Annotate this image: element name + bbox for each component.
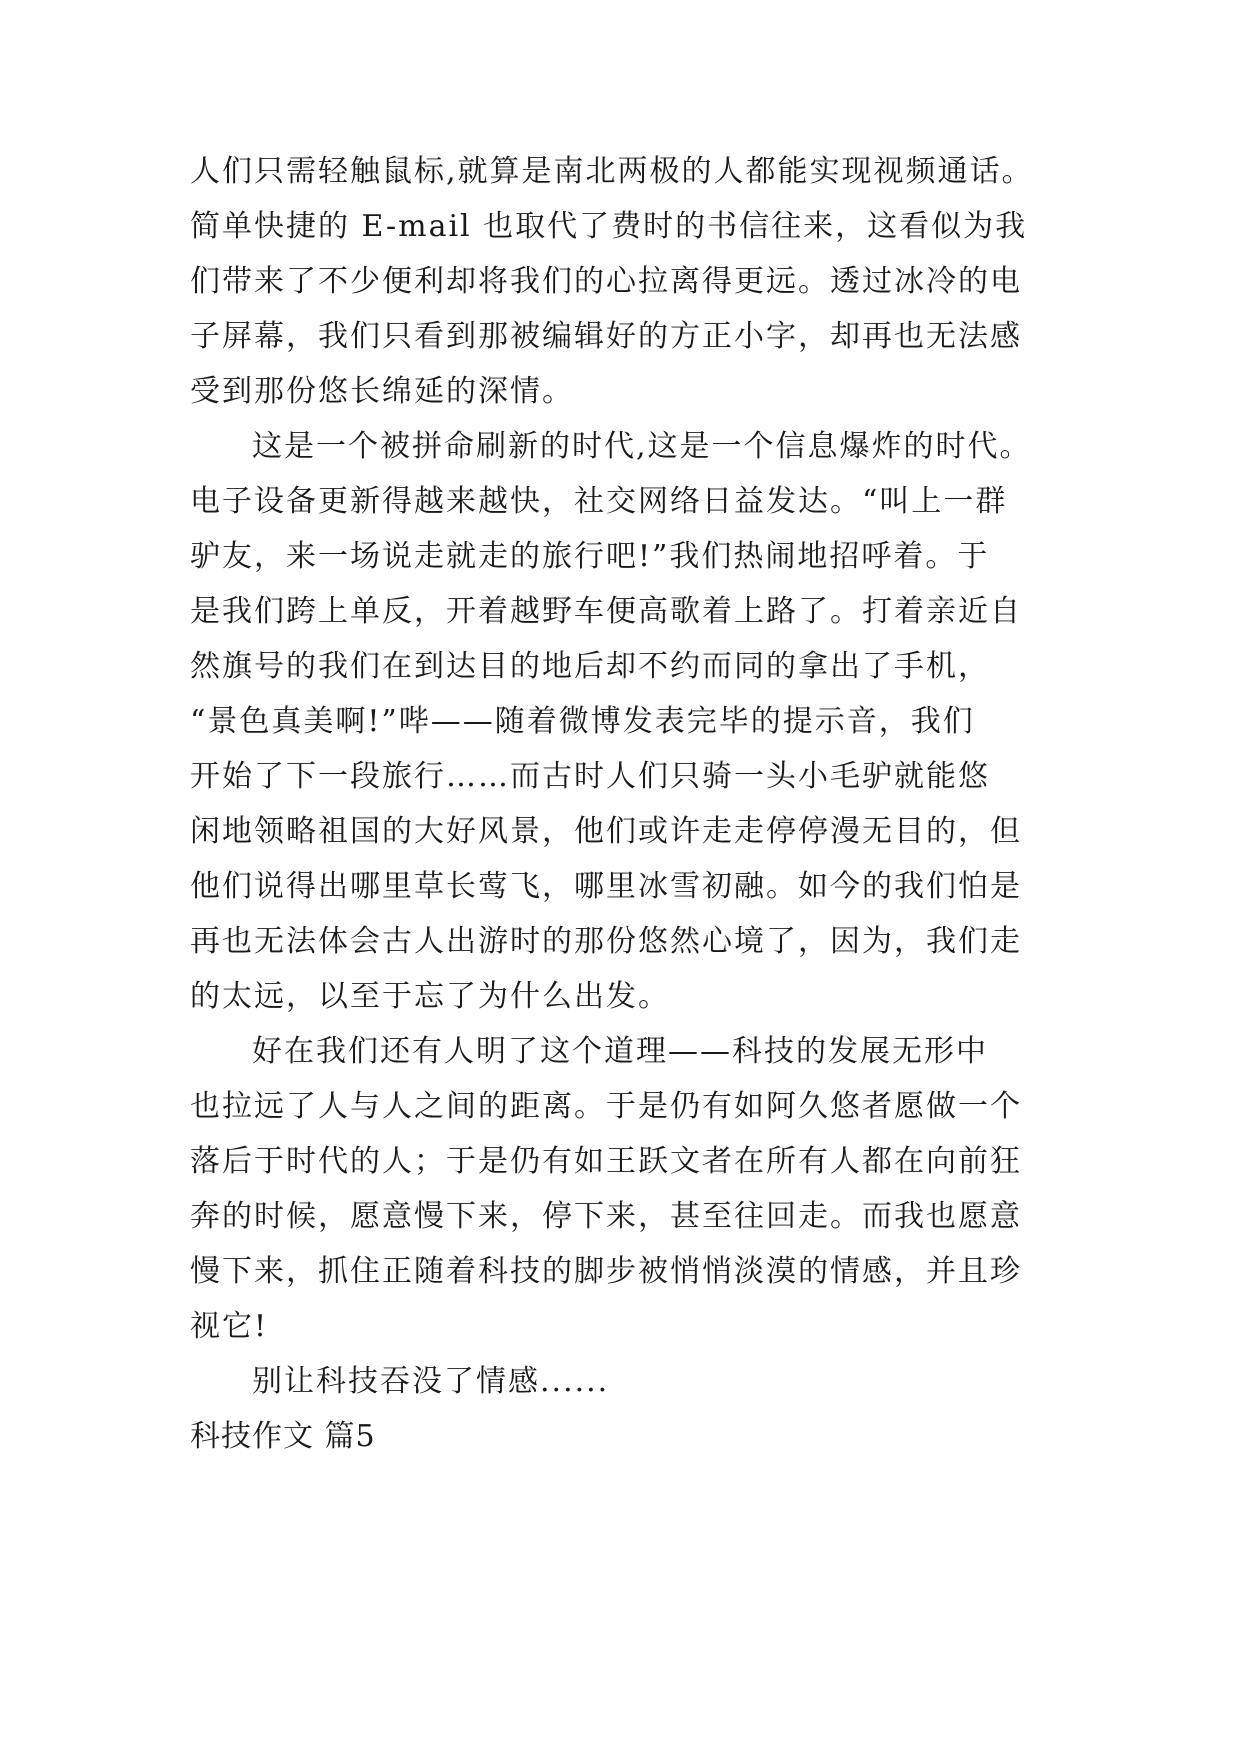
paragraph-3-line-4: 奔的时候，愿意慢下来，停下来，甚至往回走。而我也愿意 [190, 1199, 1022, 1234]
paragraph-2-line-5: 然旗号的我们在到达目的地后却不约而同的拿出了手机， [190, 649, 990, 684]
paragraph-2-line-7: 开始了下一段旅行……而古时人们只骑一头小毛驴就能悠 [190, 759, 990, 794]
paragraph-2-line-10: 再也无法体会古人出游时的那份悠然心境了，因为，我们走 [190, 924, 1022, 959]
paragraph-1-line-3: 们带来了不少便利却将我们的心拉离得更远。透过冰冷的电 [190, 264, 1022, 299]
paragraph-1-line-2: 简单快捷的 E-mail 也取代了费时的书信往来，这看似为我 [190, 209, 1028, 244]
paragraph-2-line-1: 这是一个被拼命刷新的时代,这是一个信息爆炸的时代。 [252, 429, 1032, 464]
section-heading: 科技作文 篇5 [190, 1419, 376, 1454]
paragraph-2-line-3: 驴友，来一场说走就走的旅行吧!”我们热闹地招呼着。于 [190, 539, 990, 574]
paragraph-1-line-1: 人们只需轻触鼠标,就算是南北两极的人都能实现视频通话。 [190, 154, 1034, 189]
paragraph-3-line-6: 视它! [190, 1309, 269, 1344]
paragraph-3-line-2: 也拉远了人与人之间的距离。于是仍有如阿久悠者愿做一个 [190, 1089, 1022, 1124]
paragraph-2-line-9: 他们说得出哪里草长莺飞，哪里冰雪初融。如今的我们怕是 [190, 869, 1022, 904]
paragraph-2-line-8: 闲地领略祖国的大好风景，他们或许走走停停漫无目的，但 [190, 814, 1022, 849]
paragraph-2-line-11: 的太远，以至于忘了为什么出发。 [190, 979, 670, 1014]
paragraph-2-line-4: 是我们跨上单反，开着越野车便高歌着上路了。打着亲近自 [190, 594, 1022, 629]
paragraph-3-line-3: 落后于时代的人；于是仍有如王跃文者在所有人都在向前狂 [190, 1144, 1022, 1179]
paragraph-1-line-5: 受到那份悠长绵延的深情。 [190, 374, 574, 409]
paragraph-2-line-2: 电子设备更新得越来越快，社交网络日益发达。“叫上一群 [190, 484, 1008, 519]
paragraph-2-line-6: “景色真美啊!”哔——随着微博发表完毕的提示音，我们 [190, 704, 975, 739]
paragraph-3-line-5: 慢下来，抓住正随着科技的脚步被悄悄淡漠的情感，并且珍 [190, 1254, 1022, 1289]
paragraph-3-line-1: 好在我们还有人明了这个道理——科技的发展无形中 [252, 1034, 988, 1069]
paragraph-4-line-1: 别让科技吞没了情感...... [252, 1364, 610, 1399]
paragraph-1-line-4: 子屏幕，我们只看到那被编辑好的方正小字，却再也无法感 [190, 319, 1022, 354]
